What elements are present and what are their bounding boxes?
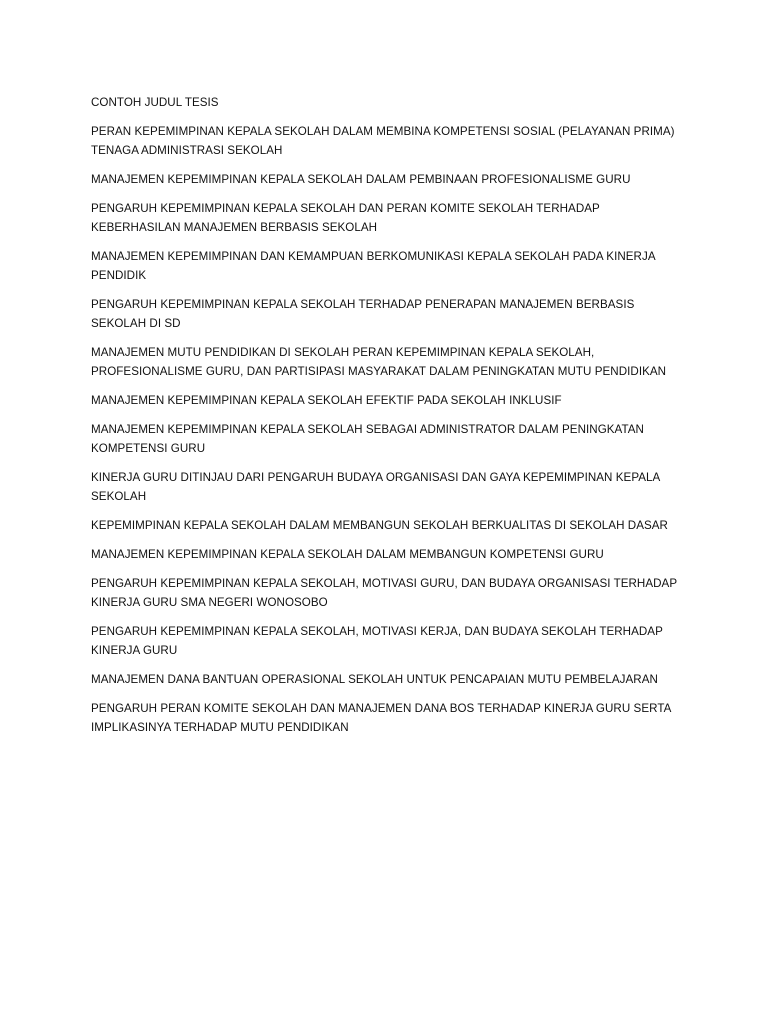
thesis-title: MANAJEMEN KEPEMIMPINAN KEPALA SEKOLAH EFEKTIF PADA SEKOLAH INKLUSIF	[91, 394, 562, 407]
thesis-title: KINERJA GURU DITINJAU DARI PENGARUH BUDAYA ORGANISASI DAN GAYA KEPEMIMPINAN KEPALA SEKOLAH	[91, 471, 660, 503]
thesis-title: MANAJEMEN KEPEMIMPINAN KEPALA SEKOLAH SEBAGAI ADMINISTRATOR DALAM PENINGKATAN KOMPETENSI GURU	[91, 423, 644, 455]
thesis-title: MANAJEMEN KEPEMIMPINAN DAN KEMAMPUAN BERKOMUNIKASI KEPALA SEKOLAH PADA KINERJA PENDIDIK	[91, 250, 655, 282]
thesis-title-list	[91, 122, 691, 737]
thesis-title: MANAJEMEN DANA BANTUAN OPERASIONAL SEKOLAH UNTUK PENCAPAIAN MUTU PEMBELAJARAN	[91, 673, 658, 686]
thesis-title: PENGARUH PERAN KOMITE SEKOLAH DAN MANAJEMEN DANA BOS TERHADAP KINERJA GURU SERTA IMPLIKASINYA TERHADAP MUTU PENDIDIKAN	[91, 702, 671, 734]
thesis-title: PENGARUH KEPEMIMPINAN KEPALA SEKOLAH, MOTIVASI GURU, DAN BUDAYA ORGANISASI TERHADAP KINERJA GURU SMA NEGERI WONOSOBO	[91, 577, 677, 609]
thesis-title: MANAJEMEN KEPEMIMPINAN KEPALA SEKOLAH DALAM MEMBANGUN KOMPETENSI GURU	[91, 548, 604, 561]
thesis-title: PENGARUH KEPEMIMPINAN KEPALA SEKOLAH, MOTIVASI KERJA, DAN BUDAYA SEKOLAH TERHADAP KINERJA GURU	[91, 625, 663, 657]
document-body	[91, 93, 691, 747]
thesis-title: MANAJEMEN MUTU PENDIDIKAN DI SEKOLAH PERAN KEPEMIMPINAN KEPALA SEKOLAH, PROFESIONALISME GURU, DAN PARTISIPASI MASYARAKAT DALAM PENINGKATAN MUTU PENDIDIKAN	[91, 346, 667, 378]
document-heading: CONTOH JUDUL TESIS	[91, 96, 219, 109]
thesis-title: PERAN KEPEMIMPINAN KEPALA SEKOLAH DALAM MEMBINA KOMPETENSI SOSIAL (PELAYANAN PRIMA) TENAGA ADMINISTRASI SEKOLAH	[91, 125, 675, 157]
thesis-title: PENGARUH KEPEMIMPINAN KEPALA SEKOLAH DAN PERAN KOMITE SEKOLAH TERHADAP KEBERHASILAN MANAJEMEN BERBASIS SEKOLAH	[91, 202, 600, 234]
thesis-title: MANAJEMEN KEPEMIMPINAN KEPALA SEKOLAH DALAM PEMBINAAN PROFESIONALISME GURU	[91, 173, 631, 186]
thesis-title: KEPEMIMPINAN KEPALA SEKOLAH DALAM MEMBANGUN SEKOLAH BERKUALITAS DI SEKOLAH DASAR	[91, 519, 668, 532]
thesis-title: PENGARUH KEPEMIMPINAN KEPALA SEKOLAH TERHADAP PENERAPAN MANAJEMEN BERBASIS SEKOLAH DI SD	[91, 298, 635, 330]
